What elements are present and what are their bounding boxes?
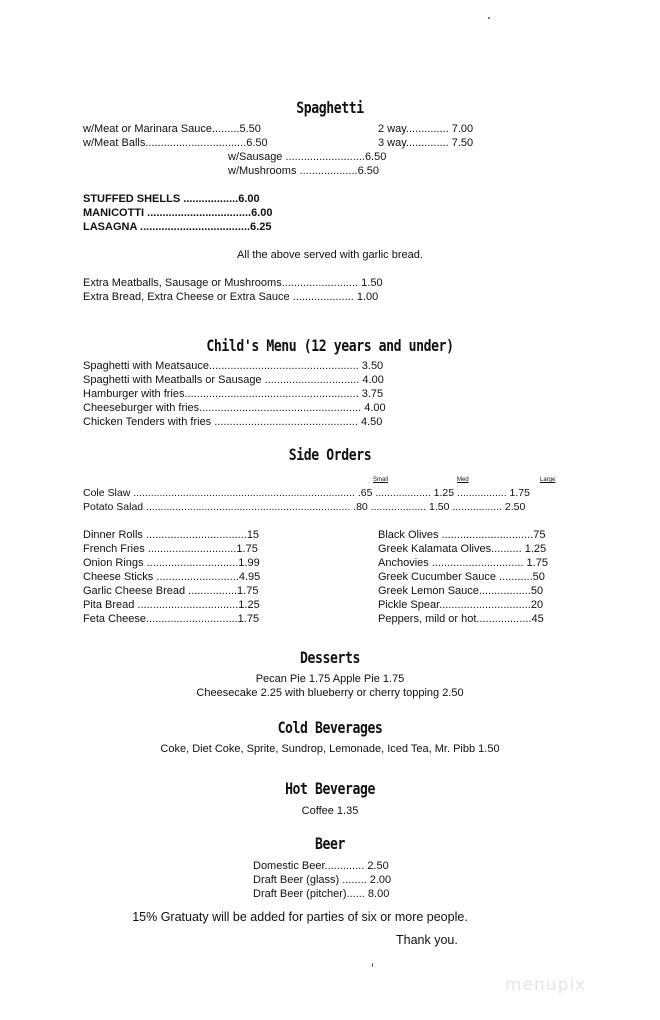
spaghetti-sausage: w/Sausage ..........................6.50 — [228, 151, 387, 163]
menupix-watermark: menupix — [505, 975, 587, 995]
manicotti: MANICOTTI ..................................6.00 — [83, 207, 273, 219]
side-right-3: Anchovies .............................. 1.75 — [378, 557, 548, 569]
size-med-label: Med — [457, 477, 469, 483]
cold-beverages-heading: Cold Beverages — [277, 718, 383, 737]
cole-slaw: Cole Slaw ............................................................................ .65 ................... 1.25 ................. 1.75 — [83, 487, 530, 499]
desserts-heading: Desserts — [300, 648, 360, 667]
side-right-2: Greek Kalamata Olives.......... 1.25 — [378, 543, 547, 555]
spaghetti-two-way: 2 way.............. 7.00 — [378, 123, 474, 135]
spaghetti-meat-marinara: w/Meat or Marinara Sauce.........5.50 — [83, 123, 261, 135]
extra-meatballs: Extra Meatballs, Sausage or Mushrooms......................... 1.50 — [83, 277, 383, 289]
hot-beverage-line: Coffee 1.35 — [301, 805, 359, 817]
beer-draft-pitcher: Draft Beer (pitcher)...... 8.00 — [253, 888, 390, 900]
side-left-4: Cheese Sticks ...........................4.95 — [83, 571, 261, 583]
side-left-6: Pita Bread .................................1.25 — [83, 599, 260, 611]
scan-speck — [372, 963, 373, 967]
beer-draft-glass: Draft Beer (glass) ........ 2.00 — [253, 874, 392, 886]
garlic-bread-note: All the above served with garlic bread. — [237, 249, 423, 261]
cold-beverages-line: Coke, Diet Coke, Sprite, Sundrop, Lemonade, Iced Tea, Mr. Pibb 1.50 — [160, 743, 500, 755]
desserts-line-2: Cheesecake 2.25 with blueberry or cherry topping 2.50 — [196, 687, 464, 699]
childs-menu-heading: Child's Menu (12 years and under) — [206, 336, 454, 355]
side-orders-heading: Side Orders — [288, 445, 372, 464]
thank-you: Thank you. — [396, 933, 458, 947]
size-small-label: Small — [373, 477, 389, 483]
side-right-6: Pickle Spear..............................20 — [378, 599, 544, 611]
side-left-3: Onion Rings ..............................1.99 — [83, 557, 260, 569]
beer-heading: Beer — [315, 834, 345, 853]
beer-domestic: Domestic Beer............. 2.50 — [253, 860, 389, 872]
hot-beverage-heading: Hot Beverage — [285, 779, 375, 798]
spaghetti-three-way: 3 way.............. 7.50 — [378, 137, 474, 149]
child-item-5: Chicken Tenders with fries ............................................... 4.50 — [83, 416, 383, 428]
side-right-7: Peppers, mild or hot..................45 — [378, 613, 544, 625]
desserts-line-1: Pecan Pie 1.75 Apple Pie 1.75 — [255, 673, 405, 685]
side-left-5: Garlic Cheese Bread ................1.75 — [83, 585, 259, 597]
scan-speck — [488, 17, 490, 19]
side-left-2: French Fries .............................1.75 — [83, 543, 258, 555]
potato-salad: Potato Salad ...................................................................... .80 ................... 1.50 ................. 2.50 — [83, 501, 526, 513]
spaghetti-meat-balls: w/Meat Balls.................................6.50 — [83, 137, 268, 149]
extra-bread: Extra Bread, Extra Cheese or Extra Sauce .................... 1.00 — [83, 291, 379, 303]
child-item-4: Cheeseburger with fries..................................................... 4.00 — [83, 402, 386, 414]
child-item-1: Spaghetti with Meatsauce................................................. 3.50 — [83, 360, 384, 372]
side-left-1: Dinner Rolls .................................15 — [83, 529, 260, 541]
size-large-label: Large — [540, 477, 556, 483]
spaghetti-mushrooms: w/Mushrooms ...................6.50 — [228, 165, 379, 177]
child-item-3: Hamburger with fries......................................................... 3.75 — [83, 388, 384, 400]
lasagna: LASAGNA ....................................6.25 — [83, 221, 272, 233]
side-left-7: Feta Cheese..............................1.75 — [83, 613, 260, 625]
gratuity-note: 15% Gratuaty will be added for parties of six or more people. — [132, 910, 468, 924]
side-right-1: Black Olives ..............................75 — [378, 529, 546, 541]
stuffed-shells: STUFFED SHELLS ..................6.00 — [83, 193, 260, 205]
side-right-4: Greek Cucumber Sauce ...........50 — [378, 571, 545, 583]
child-item-2: Spaghetti with Meatballs or Sausage ............................... 4.00 — [83, 374, 384, 386]
side-right-5: Greek Lemon Sauce.................50 — [378, 585, 544, 597]
spaghetti-heading: Spaghetti — [296, 98, 364, 117]
